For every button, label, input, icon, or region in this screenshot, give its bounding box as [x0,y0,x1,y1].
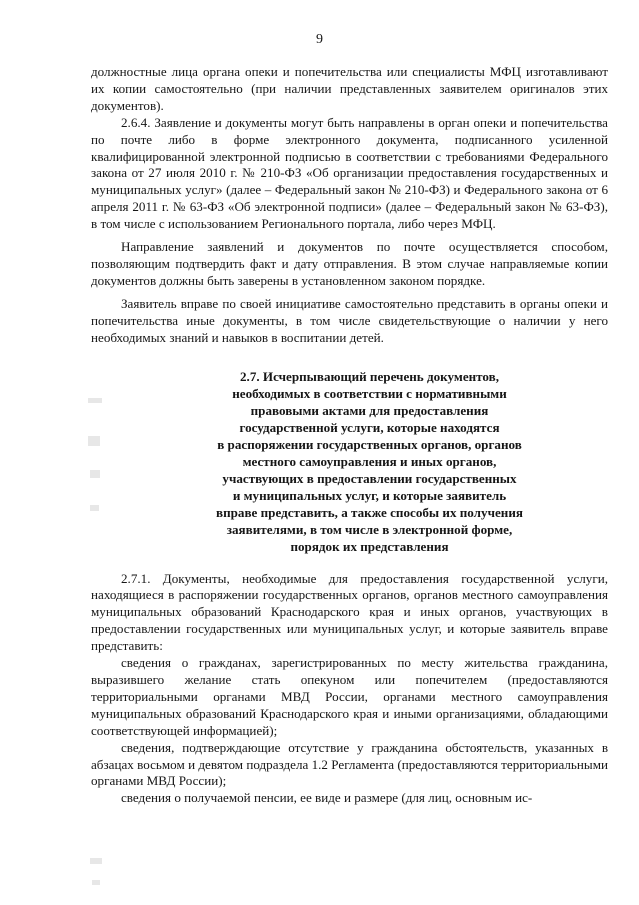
paragraph: 2.6.4. Заявление и документы могут быть направлены в орган опеки и попечительства по почте либо в форме электронного документа, подписанного усиленной квалифицированной электронной подписью в соответствии с требованиями Федерального закона от 27 июля 2010 г. № 210-ФЗ «Об организации предоставления государственных и муниципальных услуг» (далее – Федеральный закон № 210-ФЗ) и Федерального закона от 6 апреля 2011 г. № 63-ФЗ «Об электронной подписи» (далее – Федеральный закон № 63-ФЗ), в том числе с использованием Регионального портала, либо через МФЦ. [91,114,608,232]
scan-artifact [90,470,100,478]
heading-line: вправе представить, а также способы их получения [216,505,523,521]
scan-artifact [90,858,102,864]
scan-artifact [88,436,100,446]
heading-line: участвующих в предоставлении государственных [222,471,517,487]
heading-line: местного самоуправления и иных органов, [242,453,497,469]
paragraph: Заявитель вправе по своей инициативе самостоятельно представить в органы опеки и попечительства иные документы, в том числе свидетельствующие о наличии у него необходимых знаний и навыков в воспитании детей. [91,295,608,345]
heading-line: 2.7. Исчерпывающий перечень документов, [240,368,499,384]
scan-artifact [88,398,102,403]
paragraph: должностные лица органа опеки и попечительства или специалисты МФЦ изготавливают их копии самостоятельно (при наличии представленных заявителем оригиналов этих документов). [91,64,608,113]
heading-line: заявителями, в том числе в электронной форме, [226,522,513,538]
document-body [91,64,608,807]
heading-line: порядок их представления [290,539,449,555]
heading-line: в распоряжении государственных органов, органов [217,436,522,452]
section-heading [91,368,608,556]
paragraph: сведения о получаемой пенсии, ее виде и размере (для лиц, основным ис- [121,790,533,806]
paragraph: 2.7.1. Документы, необходимые для предоставления государственной услуги, находящиеся в распоряжении государственных органов, органов местного самоуправления муниципальных образований Краснодарского края и иных органов, участвующих в предоставлении государственных или муниципальных услуг, и которые заявитель вправе представить: [91,570,608,654]
heading-line: правовыми актами для предоставления [250,402,489,418]
heading-line: и муниципальных услуг, и которые заявитель [232,488,507,504]
heading-line: необходимых в соответствии с нормативными [232,385,507,401]
paragraph: сведения о гражданах, зарегистрированных по месту жительства гражданина, выразившего желание стать опекуном или попечителем (предоставляются территориальными органами МВД России, органами местного самоуправления муниципальных образований Краснодарского края и иными организациями, обладающими соответствующей информацией); [91,655,608,738]
scan-artifact [90,505,99,511]
scan-artifact [92,880,100,885]
paragraph: Направление заявлений и документов по почте осуществляется способом, позволяющим подтвердить факт и дату отправления. В этом случае направляемые копии документов должны быть заверены в установленном законом порядке. [91,239,608,288]
heading-line: государственной услуги, которые находятся [239,419,500,435]
paragraph: сведения, подтверждающие отсутствие у гражданина обстоятельств, указанных в абзацах восьмом и девятом подраздела 1.2 Регламента (предоставляются территориальными органами МВД России); [91,739,608,789]
page-number: 9 [316,32,323,47]
